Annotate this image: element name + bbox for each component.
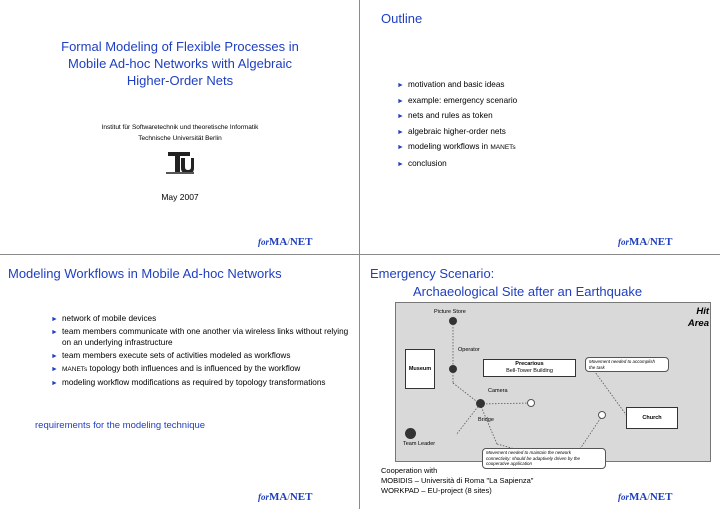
list-item: ► team members execute sets of activities modeled as workflows	[51, 351, 291, 360]
bullet-icon: ►	[397, 113, 404, 120]
camera-target-node	[527, 399, 535, 407]
movement-note-connectivity: Movement needed to maintain the network connectivity: should be adaptively driven by the cooperative application	[482, 448, 606, 469]
outline-list	[396, 79, 706, 169]
university-name: Technische Universität Berlin	[138, 135, 222, 142]
workflow-list	[50, 313, 350, 388]
slide-outline	[360, 0, 720, 254]
presentation-date: May 2007	[161, 192, 199, 202]
scenario-map	[395, 302, 711, 466]
slide-heading: Emergency Scenario:	[370, 266, 495, 281]
camera-label: Camera	[488, 388, 508, 394]
operator-node	[449, 365, 457, 373]
list-item: ► conclusion	[397, 158, 447, 168]
slide-modeling-workflows	[0, 255, 360, 509]
bullet-icon: ►	[51, 316, 58, 323]
operator-label: Operator	[458, 347, 480, 353]
slide-emergency-scenario	[360, 255, 720, 509]
list-item: ► modeling workflow modifications as required by topology transformations	[51, 378, 326, 387]
list-item: ► modeling workflows in MANETs	[397, 142, 516, 151]
cooperation-text: Cooperation with MOBIDIS – Università di Roma "La Sapienza" WORKPAD – EU-project (8 sites)	[381, 466, 534, 495]
list-item: ► example: emergency scenario	[397, 95, 518, 105]
formanet-logo: forMA/NET	[258, 491, 313, 503]
slide-subheading: Archaeological Site after an Earthquake	[413, 284, 643, 299]
bridge-label: Bridge	[478, 417, 494, 423]
formanet-logo: forMA/NET	[618, 236, 673, 248]
bullet-icon: ►	[397, 82, 404, 89]
camera-node	[476, 399, 485, 408]
bullet-icon: ►	[397, 160, 404, 168]
institute-name: Institut für Softwaretechnik und theoretische Informatik	[101, 124, 259, 131]
team-leader-node	[405, 428, 416, 439]
formanet-logo: forMA/NET	[618, 491, 673, 503]
movement-links	[396, 303, 712, 463]
museum-building: Museum	[405, 349, 435, 389]
formanet-logo: forMA/NET	[258, 236, 313, 248]
slide-heading: Modeling Workflows in Mobile Ad-hoc Networks	[8, 266, 282, 281]
church-building: Church	[626, 407, 678, 429]
bullet-icon: ►	[51, 329, 58, 336]
list-item: ► team members communicate with one another via wireless links without relying on an underlying infrastructure	[51, 327, 349, 347]
bullet-icon: ►	[397, 144, 404, 151]
picture-store-label: Picture Store	[434, 309, 466, 315]
slide-title	[0, 0, 360, 254]
slide-heading: Outline	[381, 11, 423, 26]
picture-store-node	[449, 317, 457, 325]
bullet-icon: ►	[397, 97, 404, 105]
movement-note-task: Movement needed to accomplish the task	[585, 357, 669, 372]
team-leader-label: Team Leader	[403, 441, 436, 447]
bullet-icon: ►	[51, 380, 58, 387]
presentation-title: Formal Modeling of Flexible Processes in Mobile Ad-hoc Networks with Algebraic Higher-Order Nets	[61, 39, 299, 88]
hit-area-label: Hit Area	[687, 306, 709, 329]
bullet-icon: ►	[51, 366, 58, 373]
bell-tower-building: Precarious Bell-Tower Building	[483, 359, 576, 377]
list-item: ► algebraic higher-order nets	[397, 126, 506, 136]
list-item: ► network of mobile devices	[51, 314, 157, 323]
bullet-icon: ►	[51, 353, 58, 360]
list-item: ► MANETs topology both influences and is influenced by the workflow	[51, 364, 301, 373]
bullet-icon: ►	[397, 128, 404, 136]
list-item: ► motivation and basic ideas	[397, 80, 505, 89]
requirements-text: requirements for the modeling technique	[35, 420, 206, 431]
connectivity-target-node	[598, 411, 606, 419]
tu-berlin-logo	[166, 150, 194, 176]
list-item: ► nets and rules as token	[397, 111, 493, 120]
